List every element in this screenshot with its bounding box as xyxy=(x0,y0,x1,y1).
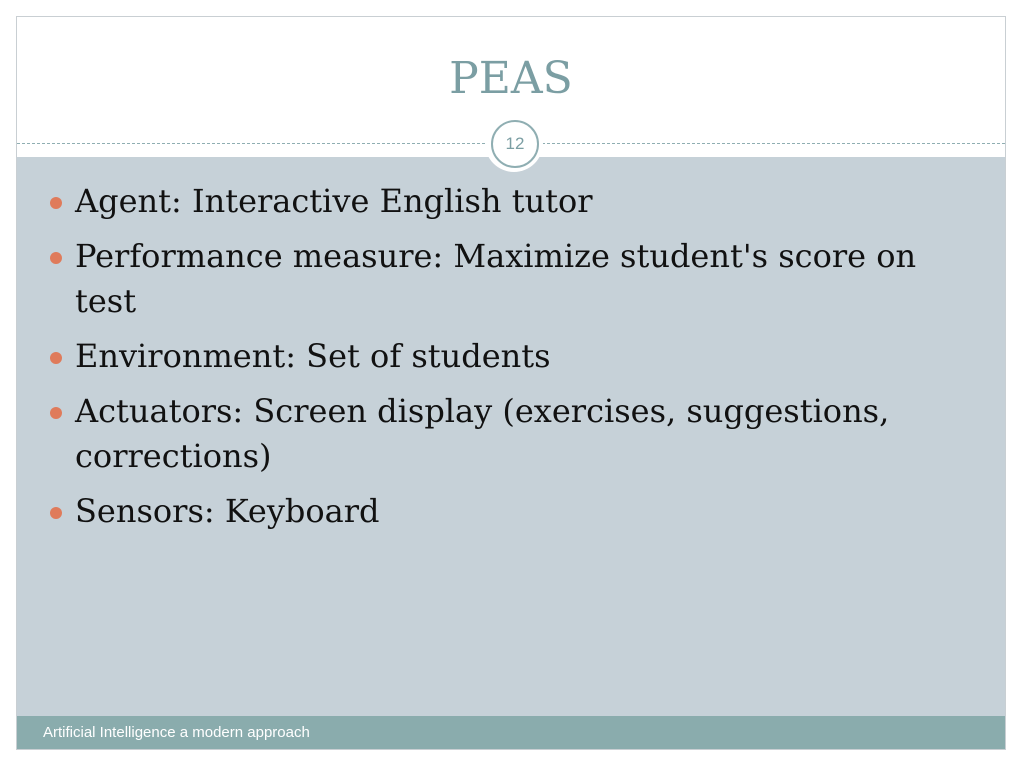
bullet-dot-icon xyxy=(50,407,62,419)
bullet-dot-icon xyxy=(50,507,62,519)
bullet-text: Sensors: Keyboard xyxy=(75,492,380,530)
slide-title: PEAS xyxy=(449,53,573,104)
bullet-actuators xyxy=(49,389,969,479)
slide-footer xyxy=(17,716,1005,750)
bullet-dot-icon xyxy=(50,197,62,209)
bullet-agent xyxy=(49,179,969,224)
page-number: 12 xyxy=(491,120,539,168)
footer-text: Artificial Intelligence a modern approach xyxy=(43,724,310,741)
slide xyxy=(16,16,1006,750)
bullet-dot-icon xyxy=(50,252,62,264)
bullet-environment xyxy=(49,334,969,379)
bullet-text: Agent: Interactive English tutor xyxy=(75,182,593,220)
bullet-dot-icon xyxy=(50,352,62,364)
page-number-badge xyxy=(485,114,543,172)
bullet-text: Actuators: Screen display (exercises, suggestions, corrections) xyxy=(75,392,890,475)
bullet-list xyxy=(49,179,969,544)
bullet-performance-measure xyxy=(49,234,969,324)
bullet-sensors xyxy=(49,489,969,534)
bullet-text: Environment: Set of students xyxy=(75,337,551,375)
bullet-text: Performance measure: Maximize student's score on test xyxy=(75,237,917,320)
